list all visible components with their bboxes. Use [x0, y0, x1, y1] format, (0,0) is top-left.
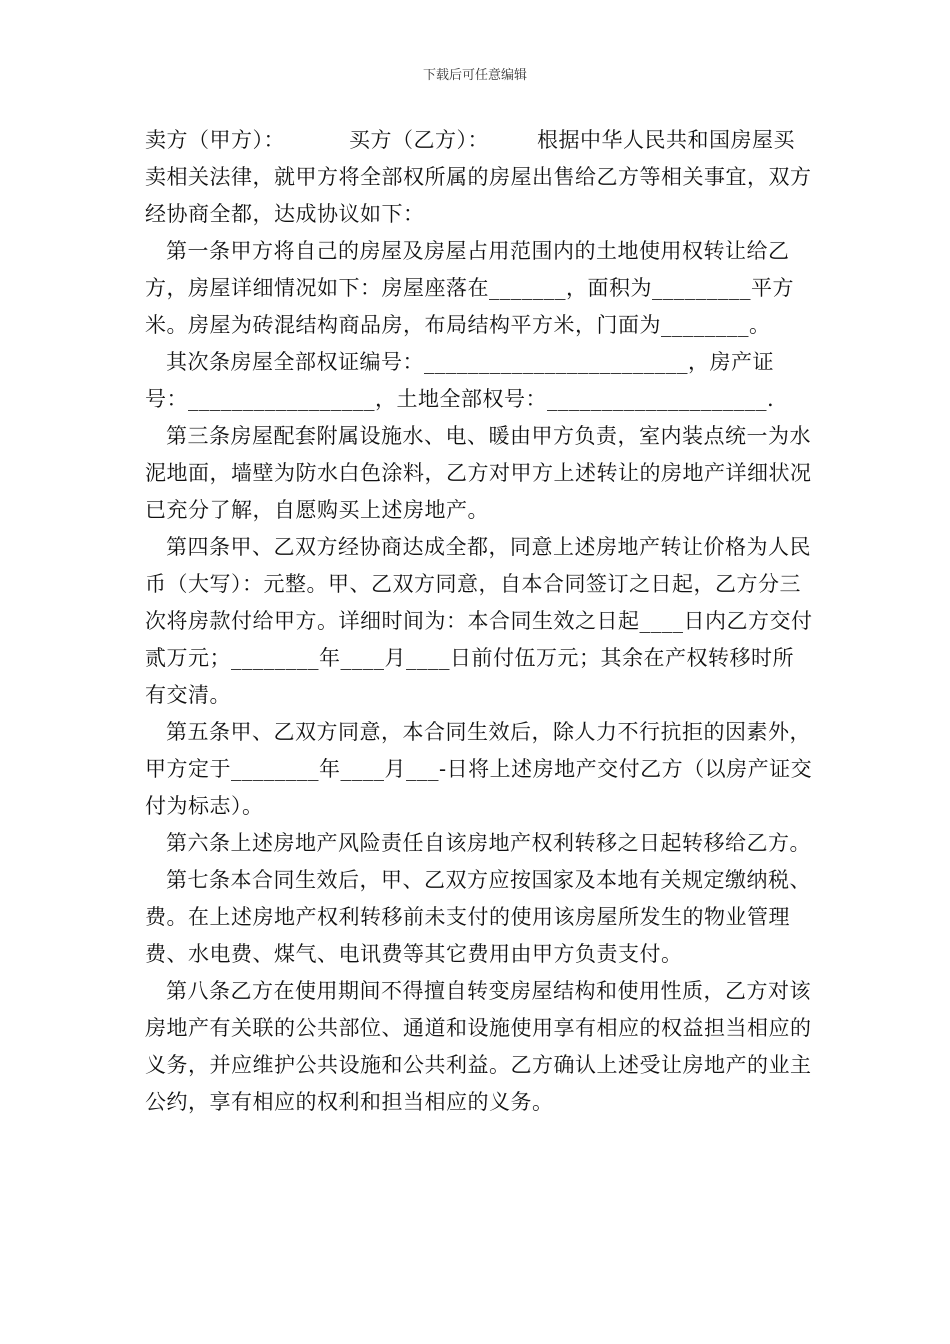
year-blank: ________ — [231, 757, 319, 781]
article-4-text: 第四条甲、乙双方经协商达成全都，同意上述房地产转让价格为人民币（大写）：元整。甲、乙双方同意，自本合同签订之日起，乙方分三次将房款付给甲方。详细时间为：本合同生效之日起 — [145, 535, 811, 633]
month-blank: ____ — [340, 757, 385, 781]
days-blank: ____ — [639, 609, 684, 633]
opening-paragraph — [145, 122, 813, 233]
article-6: 第六条上述房地产风险责任自该房地产权利转移之日起转移给乙方。 — [166, 831, 811, 855]
article-4-text: 年 — [319, 646, 341, 670]
buyer-label: 买方（乙方）： — [349, 128, 489, 152]
article-1-text: ，面积为 — [566, 276, 652, 300]
article-2-text: ，土地全部权号： — [375, 387, 547, 411]
seller-label: 卖方（甲方）： — [145, 128, 285, 152]
location-blank: _______ — [489, 276, 566, 300]
month-blank: ____ — [340, 646, 385, 670]
article-4 — [145, 529, 813, 714]
article-5-text: 年 — [319, 757, 341, 781]
year-blank: ________ — [231, 646, 319, 670]
land-cert-blank: ____________________ — [547, 387, 767, 411]
contract-body — [145, 122, 813, 1121]
article-7: 第七条本合同生效后，甲、乙双方应按国家及本地有关规定缴纳税、费。在上述房地产权利转移前未支付的使用该房屋所发生的物业管理费、水电费、煤气、电讯费等其它费用由甲方负责支付。 — [145, 868, 811, 966]
article-8: 第八条乙方在使用期间不得擅自转变房屋结构和使用性质，乙方对该房地产有关联的公共部位、通道和设施使用享有相应的权益担当相应的义务，并应维护公共设施和公共利益。乙方确认上述受让房地产的业主公约，享有相应的权利和担当相应的义务。 — [145, 979, 812, 1114]
page-header: 下载后可任意编辑 — [422, 68, 527, 83]
article-1-text: 第一条甲方将自己的房屋及房屋占用范围内的土地使用权转让给乙方，房屋详细情况如下：房屋座落在 — [145, 239, 790, 300]
property-cert-blank: _________________ — [188, 387, 375, 411]
article-5-text: 第五条甲、乙双方同意，本合同生效后，除人力不行抗拒的因素外，甲方定于 — [145, 720, 811, 781]
article-1-text: 。 — [749, 313, 771, 337]
article-2-text: . — [767, 387, 775, 411]
article-4-text: 月 — [384, 646, 406, 670]
preamble-text: 根据中华人民共和国房屋买卖相关法律，就甲方将全部权所属的房屋出售给乙方等相关事宜，双方经协商全都，达成协议如下： — [145, 128, 812, 226]
day-blank: ___ — [406, 757, 439, 781]
article-4-text: 日内乙方交付贰万元； — [145, 609, 813, 670]
article-4-text: 日前付伍万元；其余在产权转移时所有交清。 — [145, 646, 794, 707]
ownership-cert-blank: ________________________ — [424, 350, 688, 374]
article-2-text: ，房产证号： — [145, 350, 774, 411]
article-1-text: 平方米。房屋为砖混结构商品房，布局结构平方米，门面为 — [145, 276, 794, 337]
area-blank: _________ — [652, 276, 751, 300]
article-2-text: 其次条房屋全部权证编号： — [166, 350, 424, 374]
article-5-text: 月 — [384, 757, 406, 781]
article-5 — [145, 714, 813, 825]
article-2 — [145, 344, 813, 418]
article-5-text: -日将上述房地产交付乙方（以房产证交付为标志）。 — [145, 757, 813, 818]
article-3: 第三条房屋配套附属设施水、电、暖由甲方负责，室内装点统一为水泥地面，墙壁为防水白色涂料，乙方对甲方上述转让的房地产详细状况已充分了解，自愿购买上述房地产。 — [145, 424, 812, 522]
article-1 — [145, 233, 813, 344]
storefront-blank: ________ — [661, 313, 749, 337]
day-blank: ____ — [406, 646, 450, 670]
